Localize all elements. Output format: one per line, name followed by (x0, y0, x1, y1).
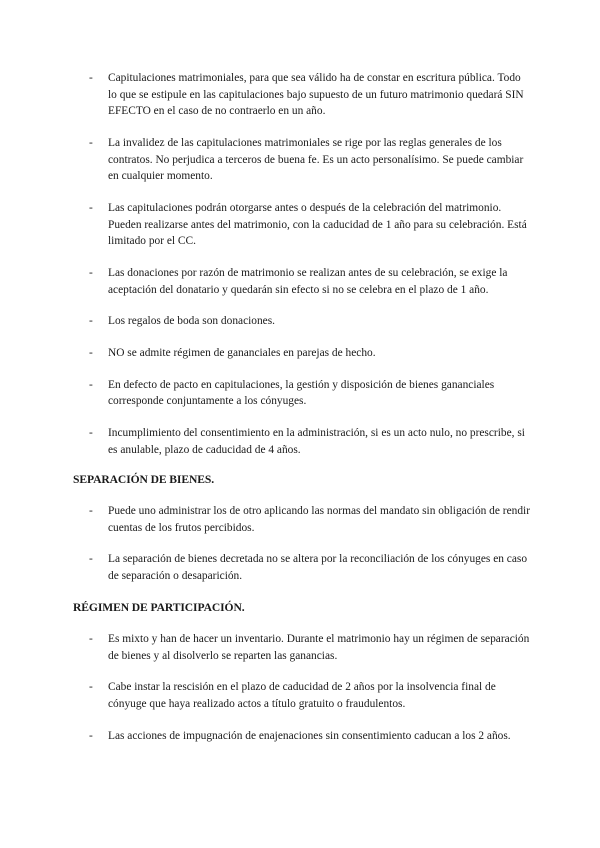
bullet-dash: - (89, 553, 93, 566)
bullet-list-general (0, 70, 600, 474)
section-heading-separacion: SEPARACIÓN DE BIENES. (73, 473, 215, 486)
bullet-dash: - (89, 729, 93, 742)
list-item-text: En defecto de pacto en capitulaciones, la gestión y disposición de bienes gananciales corresponde conjuntamente a los cónyuges. (108, 378, 495, 408)
bullet-dash: - (89, 72, 93, 84)
bullet-dash: - (89, 505, 93, 517)
bullet-dash: - (89, 681, 93, 694)
bullet-dash: - (89, 427, 93, 440)
bullet-dash: - (89, 266, 93, 279)
list-item (0, 265, 600, 298)
list-item (0, 200, 600, 250)
list-item (0, 679, 600, 712)
bullet-dash: - (89, 201, 93, 214)
list-item (0, 728, 600, 745)
list-item-text: Cabe instar la rescisión en el plazo de caducidad de 2 años por la insolvencia final de cónyuge que haya realizado actos a título gratuito o fraudulentos. (108, 681, 496, 710)
bullet-dash: - (89, 378, 93, 391)
bullet-list-separacion (0, 503, 600, 600)
bullet-dash: - (89, 347, 93, 360)
list-item (0, 631, 600, 664)
list-item-text: Es mixto y han de hacer un inventario. Durante el matrimonio hay un régimen de separación de bienes y al disolverlo se reparten las ganancias. (108, 633, 530, 662)
list-item (0, 313, 600, 330)
list-item-text: Los regalos de boda son donaciones. (108, 315, 276, 328)
list-item-text: Incumplimiento del consentimiento en la administración, si es un acto nulo, no prescribe, si es anulable, plazo de caducidad de 4 años. (108, 427, 525, 456)
list-item-text: Capitulaciones matrimoniales, para que sea válido ha de constar en escritura pública. Todo lo que se estipule en las capitulaciones bajo supuesto de un futuro matrimonio quedará SIN EFECTO en el caso de no contraerlo en un año. (108, 72, 524, 118)
list-item (0, 503, 600, 536)
bullet-dash: - (89, 633, 93, 645)
list-item-text: Las acciones de impugnación de enajenaciones sin consentimiento caducan a los 2 años. (108, 729, 511, 742)
section-heading-participacion: RÉGIMEN DE PARTICIPACIÓN. (73, 601, 245, 614)
bullet-dash: - (89, 315, 93, 328)
bullet-list-participacion (0, 631, 600, 760)
list-item (0, 551, 600, 584)
list-item-text: La invalidez de las capitulaciones matrimoniales se rige por las reglas generales de los contratos. No perjudica a terceros de buena fe. Es un acto personalísimo. Se puede cambiar en cualquier momento. (108, 136, 524, 183)
bullet-dash: - (89, 136, 93, 149)
list-item-text: Las donaciones por razón de matrimonio se realizan antes de su celebración, se exige la aceptación del donatario y quedarán sin efecto si no se celebra en el plazo de 1 año. (108, 266, 508, 296)
list-item (0, 345, 600, 362)
list-item (0, 425, 600, 458)
list-item-text: Puede uno administrar los de otro aplicando las normas del mandato sin obligación de rendir cuentas de los frutos percibidos. (108, 505, 530, 534)
list-item-text: NO se admite régimen de gananciales en parejas de hecho. (108, 347, 376, 360)
list-item (0, 135, 600, 185)
list-item-text: La separación de bienes decretada no se altera por la reconciliación de los cónyuges en caso de separación o desaparición. (108, 553, 528, 582)
list-item-text: Las capitulaciones podrán otorgarse antes o después de la celebración del matrimonio. Pueden realizarse antes del matrimonio, con la caducidad de 1 año para su celebración. Está limitado por el CC. (108, 201, 527, 248)
list-item (0, 70, 600, 120)
list-item (0, 377, 600, 410)
